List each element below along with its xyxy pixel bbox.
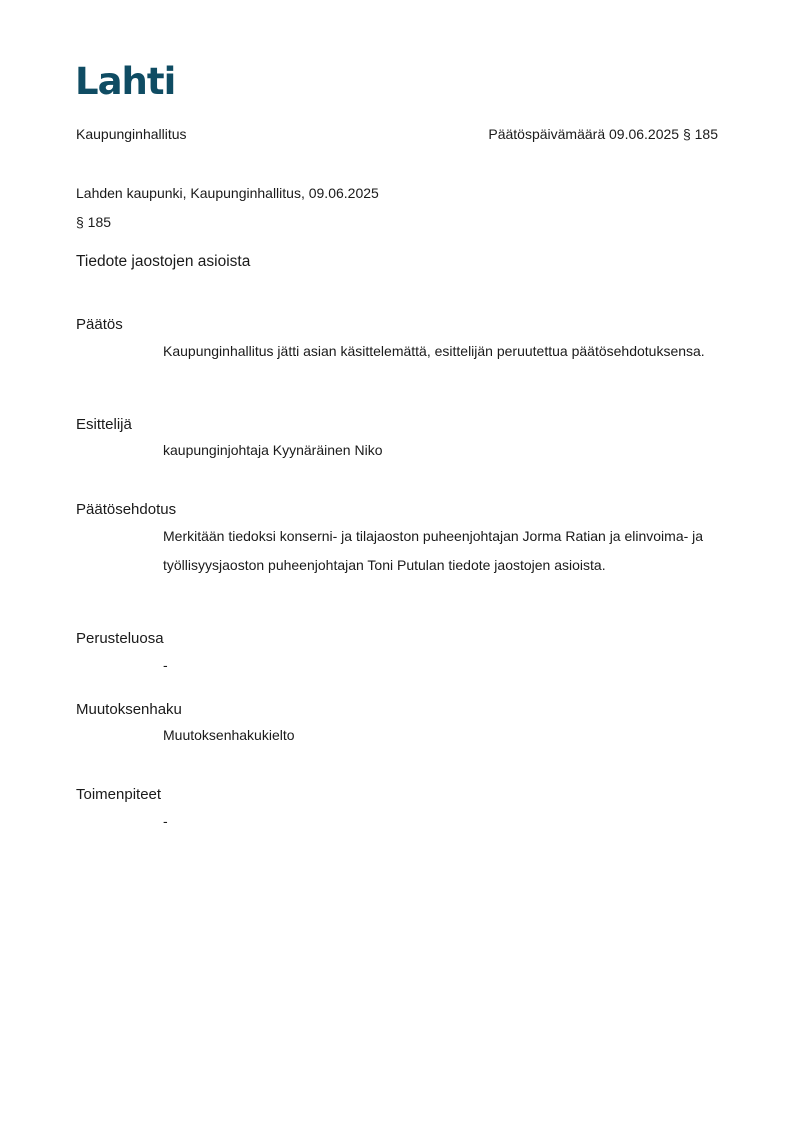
meeting-line: Lahden kaupunki, Kaupunginhallitus, 09.06.2025 (76, 185, 379, 201)
lahti-logo (75, 62, 175, 102)
section-label-esittelija: Esittelijä (76, 416, 132, 433)
header-decision-ref: Päätöspäivämäärä 09.06.2025 § 185 (488, 126, 718, 142)
header-organ: Kaupunginhallitus (76, 126, 187, 142)
section-label-paatos: Päätös (76, 316, 123, 333)
document-title: Tiedote jaostojen asioista (76, 253, 251, 270)
section-label-toimenpiteet: Toimenpiteet (76, 786, 162, 803)
section-label-paatosehdotus: Päätösehdotus (76, 501, 177, 518)
section-body-esittelija: kaupunginjohtaja Kyynäräinen Niko (163, 442, 383, 458)
section-body-paatos: Kaupunginhallitus jätti asian käsittelemättä, esittelijän peruutettua päätösehdotuksensa. (163, 343, 705, 359)
section-label-perusteluosa: Perusteluosa (76, 630, 164, 647)
logo-wordmark: Lahti (75, 60, 176, 103)
section-body-paatosehdotus: Merkitään tiedoksi konserni- ja tilajaoston puheenjohtajan Jorma Ratian ja elinvoima- ja työllisyysjaoston puheenjohtajan Toni Putulan tiedote jaostojen asioista. (163, 528, 704, 573)
section-label-muutoksenhaku: Muutoksenhaku (76, 701, 182, 718)
section-number: § 185 (76, 214, 112, 230)
section-body-muutoksenhaku: Muutoksenhakukielto (163, 727, 295, 743)
section-body-toimenpiteet: - (163, 813, 168, 829)
section-body-perusteluosa: - (163, 657, 168, 673)
